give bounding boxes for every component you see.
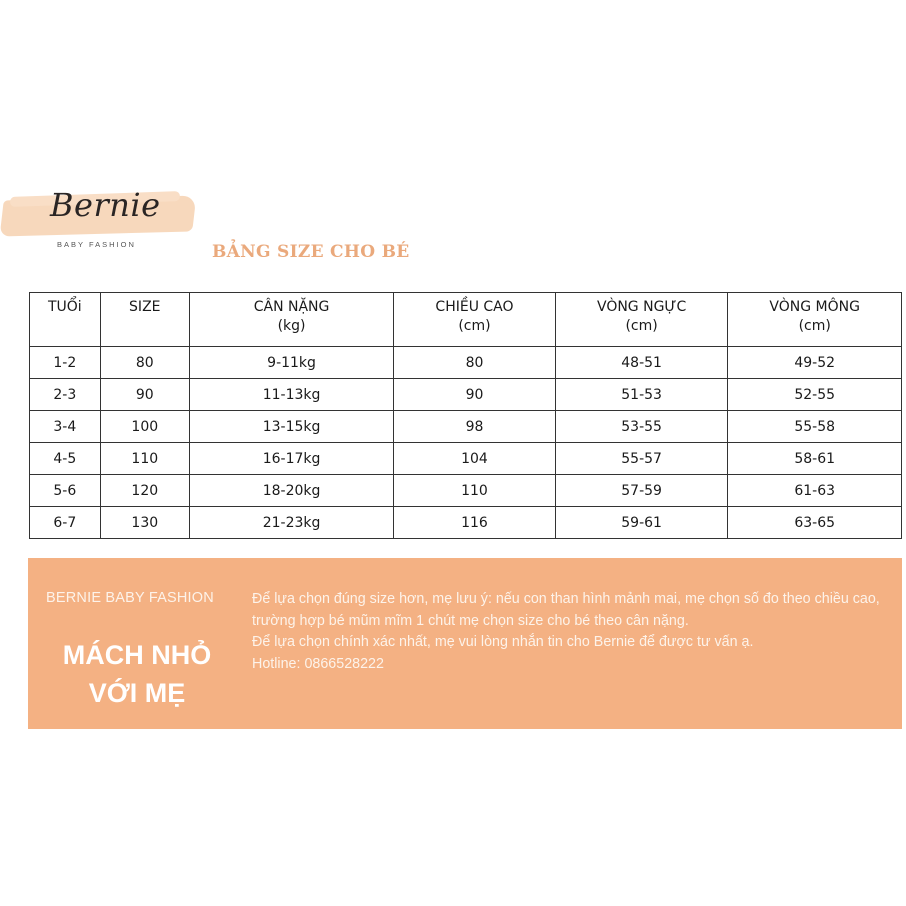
tip-heading [28,636,246,712]
cell-weight: 21-23kg [189,507,393,539]
tip-heading-line2: VỚI MẸ [88,678,186,708]
cell-hip: 52-55 [728,379,902,411]
cell-height: 110 [394,475,556,507]
logo-subtitle: BABY FASHION [57,240,136,249]
cell-hip: 49-52 [728,347,902,379]
tip-heading-line1: MÁCH NHỎ [62,640,212,670]
header-unit: (cm) [798,318,831,334]
cell-hip: 55-58 [728,411,902,443]
cell-chest: 53-55 [555,411,728,443]
header-unit: (kg) [277,318,306,334]
header-weight [189,293,393,347]
brand-logo [0,188,200,258]
header-height [394,293,556,347]
cell-height: 104 [394,443,556,475]
cell-age: 1-2 [30,347,101,379]
cell-chest: 59-61 [555,507,728,539]
header-unit: (cm) [625,318,658,334]
cell-weight: 16-17kg [189,443,393,475]
table-row [30,443,902,475]
cell-size: 90 [100,379,189,411]
header-size [100,293,189,347]
tip-hotline: Hotline: 0866528222 [252,655,384,672]
table-row [30,475,902,507]
cell-weight: 18-20kg [189,475,393,507]
cell-size: 120 [100,475,189,507]
cell-height: 98 [394,411,556,443]
header-chest [555,293,728,347]
cell-weight: 13-15kg [189,411,393,443]
header-label: VÒNG NGỰC [596,299,687,315]
header-label: CÂN NẶNG [253,299,330,315]
header-label: VÒNG MÔNG [769,299,860,315]
header-label: TUỔi [47,299,82,315]
cell-height: 80 [394,347,556,379]
header-age [30,293,101,347]
cell-hip: 63-65 [728,507,902,539]
cell-age: 3-4 [30,411,101,443]
cell-weight: 9-11kg [189,347,393,379]
cell-chest: 51-53 [555,379,728,411]
cell-chest: 55-57 [555,443,728,475]
header-hip [728,293,902,347]
cell-height: 116 [394,507,556,539]
cell-age: 5-6 [30,475,101,507]
table-row [30,507,902,539]
tip-box [28,558,902,729]
header-label: SIZE [129,299,161,315]
table-row [30,411,902,443]
cell-weight: 11-13kg [189,379,393,411]
cell-size: 130 [100,507,189,539]
cell-age: 4-5 [30,443,101,475]
cell-size: 80 [100,347,189,379]
header-label: CHIỀU CAO [435,299,514,315]
logo-name: Bernie [50,186,161,224]
table-row [30,379,902,411]
table-header-row [30,293,902,347]
header-unit: (cm) [458,318,491,334]
cell-size: 110 [100,443,189,475]
cell-hip: 58-61 [728,443,902,475]
cell-chest: 48-51 [555,347,728,379]
table-row [30,347,902,379]
cell-age: 6-7 [30,507,101,539]
tip-brand: BERNIE BABY FASHION [46,590,214,606]
cell-height: 90 [394,379,556,411]
page-title: BẢNG SIZE CHO BÉ [212,242,410,262]
tip-paragraph-sizing: Để lựa chọn đúng size hơn, mẹ lưu ý: nếu con than hình mảnh mai, mẹ chọn số đo theo chiều cao, trường hợp bé mũm mĩm 1 chút mẹ chọn size cho bé theo cân nặng. [252,591,880,629]
tip-body [252,589,892,675]
size-table [29,292,902,539]
cell-hip: 61-63 [728,475,902,507]
cell-age: 2-3 [30,379,101,411]
tip-paragraph-contact: Để lựa chọn chính xác nhất, mẹ vui lòng nhắn tin cho Bernie để được tư vấn ạ. [252,634,754,650]
cell-chest: 57-59 [555,475,728,507]
cell-size: 100 [100,411,189,443]
